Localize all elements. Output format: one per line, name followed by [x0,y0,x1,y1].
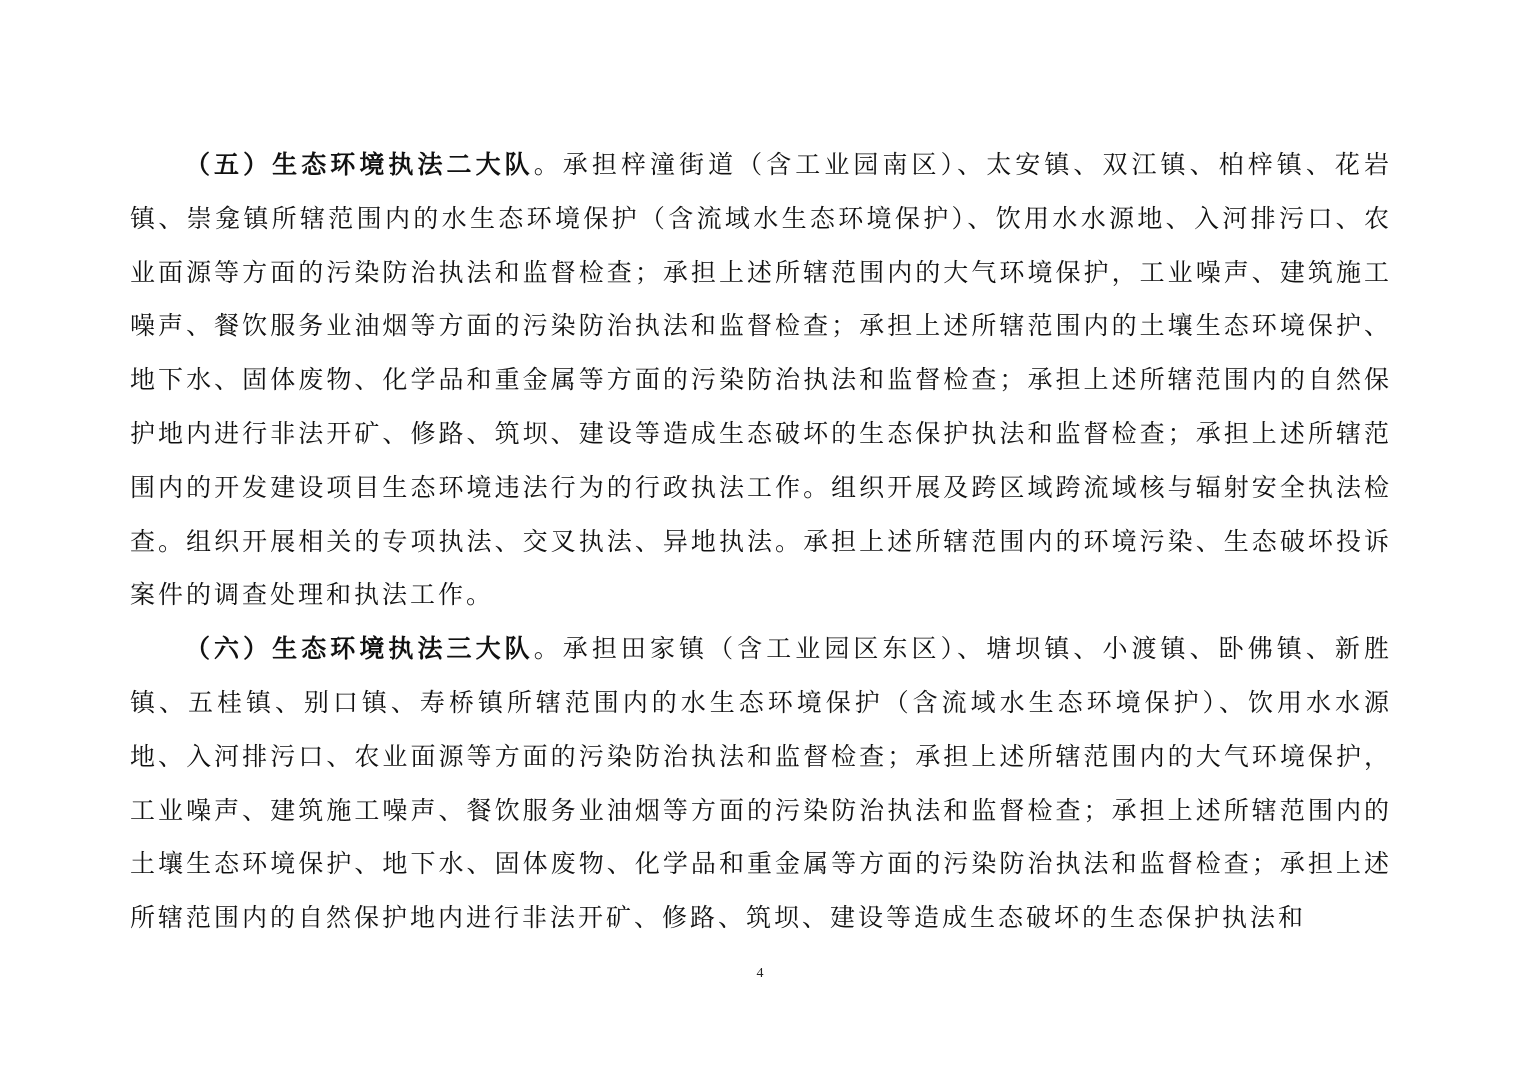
document-body [130,138,1392,945]
page-number: 4 [756,966,764,981]
section-5-text: 。承担梓潼街道（含工业园南区）、太安镇、双江镇、柏梓镇、花岩镇、崇龛镇所辖范围内的水生态环境保护（含流域水生态环境保护）、饮用水水源地、入河排污口、农业面源等方面的污染防治执法和监督检查；承担上述所辖范围内的大气环境保护，工业噪声、建筑施工噪声、餐饮服务业油烟等方面的污染防治执法和监督检查；承担上述所辖范围内的土壤生态环境保护、地下水、固体废物、化学品和重金属等方面的污染防治执法和监督检查；承担上述所辖范围内的自然保护地内进行非法开矿、修路、筑坝、建设等造成生态破坏的生态保护执法和监督检查；承担上述所辖范围内的开发建设项目生态环境违法行为的行政执法工作。组织开展及跨区域跨流域核与辐射安全执法检查。组织开展相关的专项执法、交叉执法、异地执法。承担上述所辖范围内的环境污染、生态破坏投诉案件的调查处理和执法工作。 [130,150,1392,610]
paragraph-section-5 [130,138,1392,622]
section-5-heading: （五）生态环境执法二大队 [185,150,534,179]
section-6-heading: （六）生态环境执法三大队 [185,634,534,664]
paragraph-section-6 [130,622,1392,945]
section-6-text: 。承担田家镇（含工业园区东区）、塘坝镇、小渡镇、卧佛镇、新胜镇、五桂镇、别口镇、寿桥镇所辖范围内的水生态环境保护（含流域水生态环境保护）、饮用水水源地、入河排污口、农业面源等方面的污染防治执法和监督检查；承担上述所辖范围内的大气环境保护，工业噪声、建筑施工噪声、餐饮服务业油烟等方面的污染防治执法和监督检查；承担上述所辖范围内的土壤生态环境保护、地下水、固体废物、化学品和重金属等方面的污染防治执法和监督检查；承担上述所辖范围内的自然保护地内进行非法开矿、修路、筑坝、建设等造成生态破坏的生态保护执法和 [130,634,1392,933]
